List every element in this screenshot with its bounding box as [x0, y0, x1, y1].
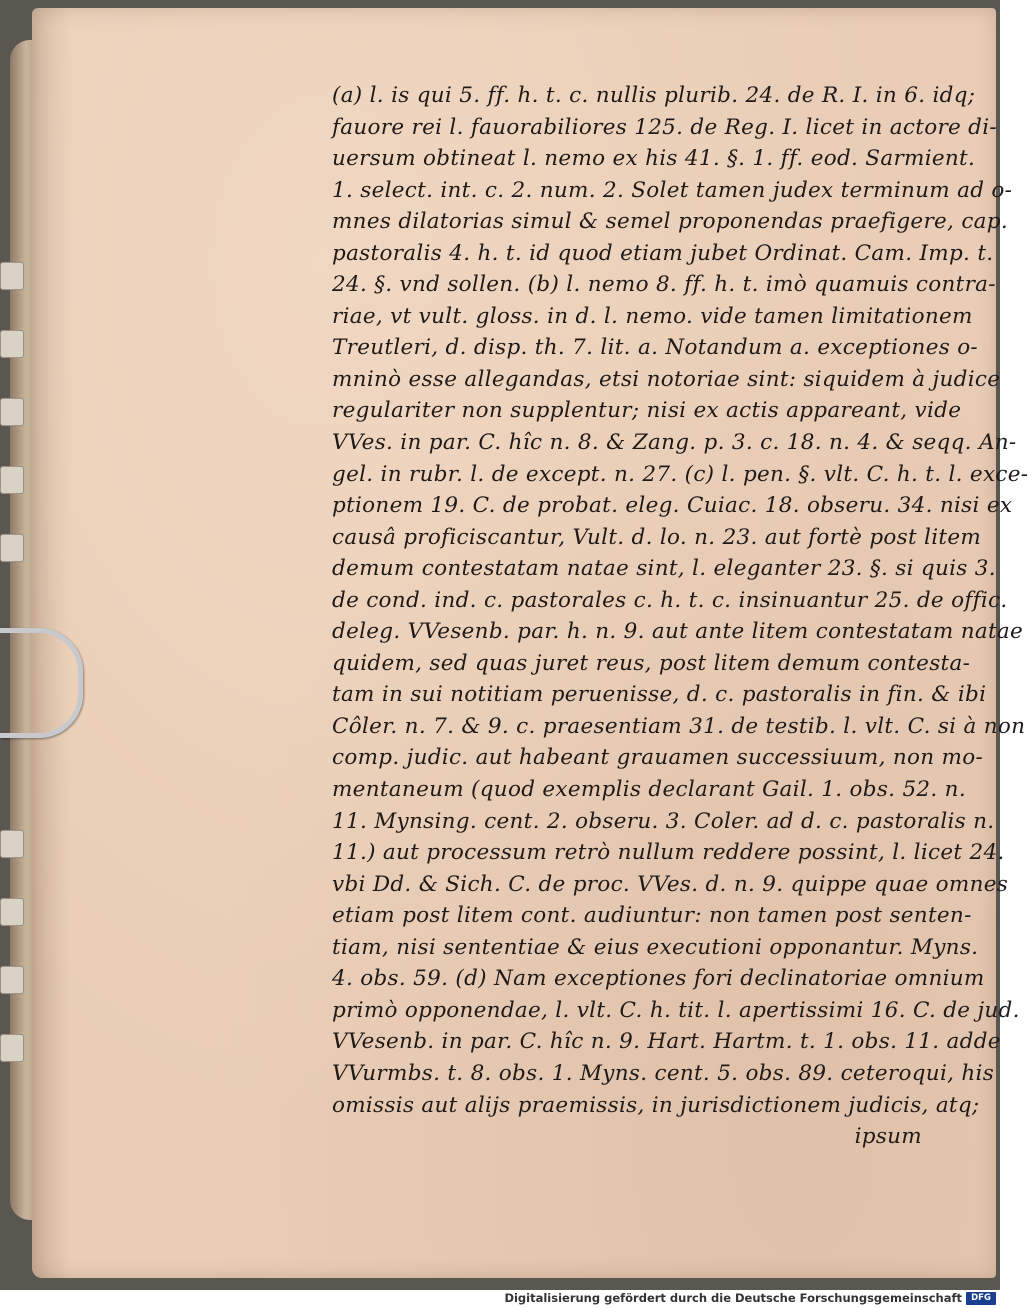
funding-notice: Digitalisierung gefördert durch die Deutsche Forschungsgemeinschaft — [504, 1291, 962, 1305]
text-line: comp. judic. aut habeant grauamen successiuum, non mo- — [332, 745, 984, 771]
text-line: 1. select. int. c. 2. num. 2. Solet tamen judex terminum ad o- — [332, 177, 1013, 203]
text-line: Côler. n. 7. & 9. c. praesentiam 31. de testib. l. vlt. C. si à non — [332, 713, 1026, 739]
text-line: 11. Mynsing. cent. 2. obseru. 3. Coler. ad d. c. pastoralis n. — [332, 808, 995, 834]
footnote-text — [332, 80, 1028, 1153]
index-tab — [0, 830, 24, 858]
text-line: omissis aut alijs praemissis, in jurisdictionem judicis, atq; — [332, 1092, 980, 1118]
catchword: ipsum — [854, 1124, 922, 1150]
index-tab — [0, 262, 24, 290]
index-tab — [0, 966, 24, 994]
text-line: riae, vt vult. gloss. in d. l. nemo. vide tamen limitationem — [332, 303, 973, 329]
text-line: Treutleri, d. disp. th. 7. lit. a. Notandum a. exceptiones o- — [332, 335, 978, 361]
text-line: de cond. ind. c. pastorales c. h. t. c. insinuantur 25. de offic. — [332, 587, 1008, 613]
text-line: 4. obs. 59. (d) Nam exceptiones fori declinatoriae omnium — [332, 966, 985, 992]
text-line: gel. in rubr. l. de except. n. 27. (c) l. pen. §. vlt. C. h. t. l. exce- — [332, 461, 1028, 487]
text-line: vbi Dd. & Sich. C. de proc. VVes. d. n. 9. quippe quae omnes — [332, 871, 1009, 897]
text-line: mentaneum (quod exemplis declarant Gail. 1. obs. 52. n. — [332, 777, 966, 803]
text-line: ptionem 19. C. de probat. eleg. Cuiac. 18. obseru. 34. nisi ex — [332, 493, 1013, 519]
index-tab — [0, 466, 24, 494]
text-line: 11.) aut processum retrò nullum reddere possint, l. licet 24. — [332, 840, 1005, 866]
text-line: tiam, nisi sententiae & eius executioni opponantur. Myns. — [332, 934, 979, 960]
dfg-logo-icon: DFG — [966, 1292, 996, 1305]
text-line: uersum obtineat l. nemo ex his 41. §. 1. ff. eod. Sarmient. — [332, 146, 976, 172]
text-line: VVesenb. in par. C. hîc n. 9. Hart. Hartm. t. 1. obs. 11. adde — [332, 1029, 1001, 1055]
footer-bar — [0, 1290, 1000, 1308]
text-line: mninò esse allegandas, etsi notoriae sint: siquidem à judice — [332, 366, 1001, 392]
text-line: causâ proficiscantur, Vult. d. lo. n. 23. aut fortè post litem — [332, 524, 982, 550]
text-line: deleg. VVesenb. par. h. n. 9. aut ante litem contestatam natae — [332, 619, 1024, 645]
text-line: pastoralis 4. h. t. id quod etiam jubet Ordinat. Cam. Imp. t. — [332, 240, 994, 266]
text-line: quidem, sed quas juret reus, post litem demum contesta- — [332, 650, 971, 676]
text-line: demum contestatam natae sint, l. eleganter 23. §. si quis 3. — [332, 556, 996, 582]
text-line: etiam post litem cont. audiuntur: non tamen post senten- — [332, 903, 972, 929]
index-tab — [0, 330, 24, 358]
index-tab — [0, 1034, 24, 1062]
paper-clip — [0, 628, 83, 738]
text-line: mnes dilatorias simul & semel proponendas praefigere, cap. — [332, 209, 1008, 235]
index-tab — [0, 898, 24, 926]
text-line: VVes. in par. C. hîc n. 8. & Zang. p. 3. c. 18. n. 4. & seqq. An- — [332, 430, 1017, 456]
text-line: VVurmbs. t. 8. obs. 1. Myns. cent. 5. obs. 89. ceteroqui, his — [332, 1060, 995, 1086]
text-line: primò opponendae, l. vlt. C. h. tit. l. apertissimi 16. C. de jud. — [332, 997, 1020, 1023]
index-tab — [0, 398, 24, 426]
text-line: fauore rei l. fauorabiliores 125. de Reg. I. licet in actore di- — [332, 114, 997, 140]
text-line: tam in sui notitiam peruenisse, d. c. pastoralis in fin. & ibi — [332, 682, 987, 708]
text-line: regulariter non supplentur; nisi ex actis appareant, vide — [332, 398, 962, 424]
text-line: (a) l. is qui 5. ff. h. t. c. nullis plurib. 24. de R. I. in 6. idq; — [332, 83, 976, 108]
text-line: 24. §. vnd sollen. (b) l. nemo 8. ff. h. t. imò quamuis contra- — [332, 272, 996, 298]
index-tab — [0, 534, 24, 562]
book-page — [32, 8, 1028, 1278]
